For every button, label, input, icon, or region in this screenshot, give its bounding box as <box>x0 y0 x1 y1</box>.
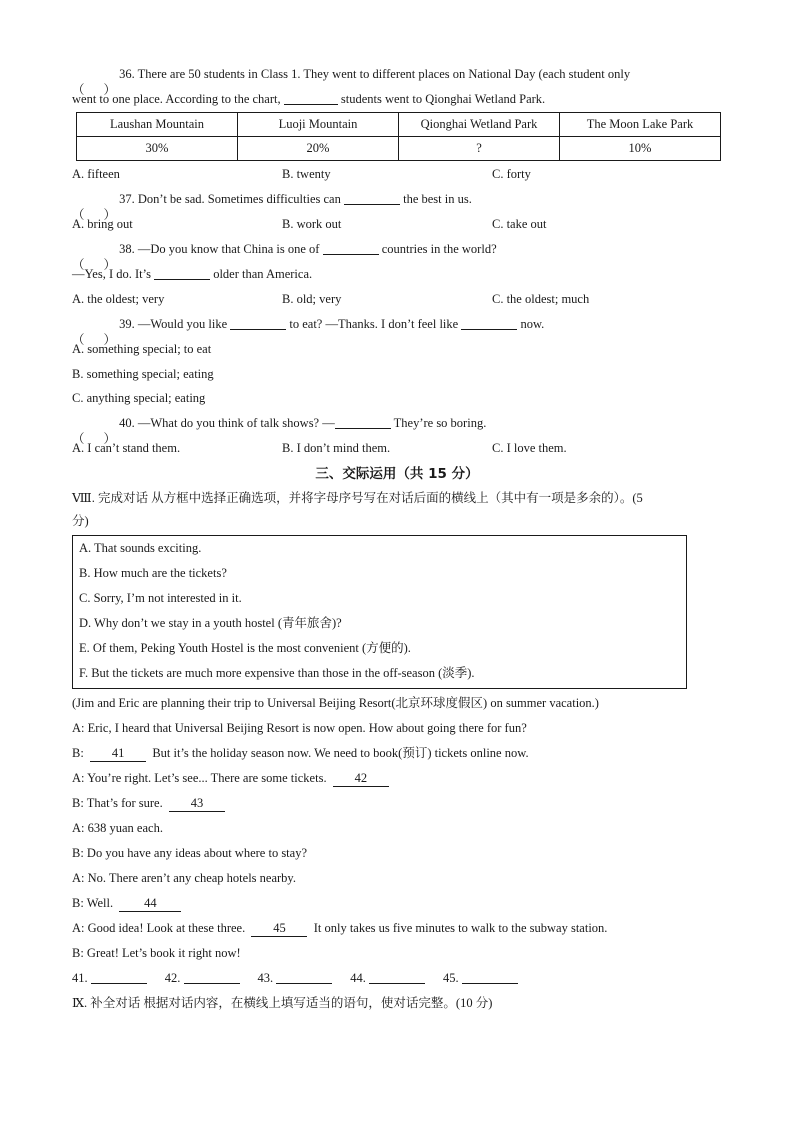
option-b[interactable]: B. work out <box>282 217 342 231</box>
part8-instruction <box>72 487 722 533</box>
answer-label: 41. <box>72 970 88 985</box>
question-text: the best in us. <box>403 192 472 206</box>
fill-blank[interactable] <box>461 315 517 330</box>
option-b[interactable]: B. something special; eating <box>72 366 214 381</box>
answer-item <box>258 966 333 991</box>
question-number: 39. <box>119 317 135 331</box>
box-option: A. That sounds exciting. <box>79 540 202 555</box>
dialogue-line: B: Do you have any ideas about where to stay? <box>72 845 308 860</box>
question-text: now. <box>520 317 545 331</box>
question-text: went to one place. According to the chart, <box>72 92 281 106</box>
dialogue-text: B: Well. <box>72 895 114 910</box>
dialogue-text: B: That’s for sure. <box>72 795 163 810</box>
question-number: 38. <box>119 242 135 256</box>
dialogue-line <box>72 916 722 941</box>
answer-row <box>72 966 722 991</box>
option-a[interactable]: A. something special; to eat <box>72 342 212 356</box>
numbered-blank-42[interactable]: 42 <box>333 771 389 787</box>
question-text: older than America. <box>213 267 313 281</box>
answer-item <box>350 966 425 991</box>
question-number: 37. <box>119 192 135 206</box>
question-text: Don’t be sad. Sometimes difficulties can <box>137 192 341 206</box>
dialogue-line <box>72 791 722 816</box>
table-header-cell: The Moon Lake Park <box>560 113 721 137</box>
option-c[interactable]: C. forty <box>492 167 531 181</box>
speaker: B: <box>72 745 84 760</box>
dialogue-line <box>72 741 722 766</box>
answer-blank[interactable] <box>91 969 147 984</box>
box-option: C. Sorry, I’m not interested in it. <box>79 590 242 605</box>
answer-blank[interactable] <box>462 969 518 984</box>
table-cell: 30% <box>77 137 238 161</box>
dialogue-line <box>72 891 722 916</box>
question-36-options <box>72 162 722 187</box>
option-a[interactable]: A. the oldest; very <box>72 292 165 306</box>
answer-item <box>443 966 518 991</box>
table-cell: 10% <box>560 137 721 161</box>
fill-blank[interactable] <box>230 315 286 330</box>
numbered-blank-44[interactable]: 44 <box>119 896 181 912</box>
dialogue-text: A: You’re right. Let’s see... There are some tickets. <box>72 770 327 785</box>
option-a[interactable]: A. I can’t stand them. <box>72 440 181 455</box>
question-text: students went to Qionghai Wetland Park. <box>340 92 546 106</box>
option-c[interactable]: C. take out <box>492 217 547 231</box>
answer-item <box>165 966 240 991</box>
question-text: to eat? —Thanks. I don’t feel like <box>289 317 459 331</box>
question-text: —What do you think of talk shows? — <box>137 415 335 430</box>
option-c[interactable]: C. I love them. <box>492 440 567 455</box>
fill-blank[interactable] <box>154 265 210 280</box>
instruction-text: 分) <box>72 513 89 528</box>
fill-blank[interactable] <box>284 90 338 105</box>
question-text: —Yes, I do. It’s <box>72 267 151 281</box>
box-option: F. But the tickets are much more expensive than those in the off-season (淡季). <box>79 665 475 680</box>
options-box <box>72 535 687 689</box>
answer-label: 43. <box>257 970 274 985</box>
question-text: —Do you know that China is one of <box>137 242 320 256</box>
dialogue-intro: (Jim and Eric are planning their trip to Universal Beijing Resort(北京环球度假区) on summer vacation.) <box>72 695 599 710</box>
question-37 <box>72 187 722 212</box>
question-38 <box>72 237 722 262</box>
dialogue-line: A: Eric, I heard that Universal Beijing Resort is now open. How about going there for fun? <box>72 720 527 735</box>
question-38-options <box>72 287 722 312</box>
table-header-row <box>77 113 721 137</box>
question-36-cont <box>72 87 722 112</box>
fill-blank[interactable] <box>323 240 379 255</box>
question-39 <box>72 312 722 337</box>
question-38-cont <box>72 262 722 287</box>
numbered-blank-43[interactable]: 43 <box>169 796 225 812</box>
question-40 <box>72 411 722 436</box>
fill-blank[interactable] <box>344 190 400 205</box>
dialogue-line: A: 638 yuan each. <box>72 820 163 835</box>
table-cell: 20% <box>238 137 399 161</box>
answer-blank[interactable] <box>369 969 425 984</box>
destination-table <box>76 112 721 161</box>
question-text: countries in the world? <box>381 242 497 256</box>
option-b[interactable]: B. old; very <box>282 292 342 306</box>
answer-item <box>72 966 147 991</box>
option-b[interactable]: B. twenty <box>282 167 331 181</box>
dialogue-text: A: Good idea! Look at these three. <box>72 920 246 935</box>
table-header-cell: Luoji Mountain <box>238 113 399 137</box>
question-37-options <box>72 212 722 237</box>
dialogue-text: But it’s the holiday season now. We need to book(预订) tickets online now. <box>152 745 529 760</box>
dialogue-line <box>72 766 722 791</box>
answer-label: 44. <box>350 970 366 985</box>
instruction-text: Ⅷ. 完成对话 从方框中选择正确选项，并将字母序号写在对话后面的横线上（其中有一项是多余的）。(5 <box>72 490 643 505</box>
question-number: 40. <box>119 415 135 430</box>
table-header-cell: Qionghai Wetland Park <box>399 113 560 137</box>
numbered-blank-41[interactable]: 41 <box>90 746 146 762</box>
option-c[interactable]: C. anything special; eating <box>72 391 206 405</box>
table-header-cell: Laushan Mountain <box>77 113 238 137</box>
answer-label: 45. <box>443 970 459 985</box>
table-cell: ? <box>399 137 560 161</box>
box-option: B. How much are the tickets? <box>79 565 227 580</box>
worksheet-page <box>72 62 722 1016</box>
dialogue-line: B: Great! Let’s book it right now! <box>72 945 241 960</box>
option-a[interactable]: A. fifteen <box>72 167 120 181</box>
question-36 <box>72 62 722 87</box>
box-option: D. Why don’t we stay in a youth hostel (青年旅舍)? <box>79 615 342 630</box>
answer-blank[interactable] <box>276 969 332 984</box>
table-row <box>77 137 721 161</box>
question-40-options <box>72 436 722 461</box>
dialogue-line: A: No. There aren’t any cheap hotels nearby. <box>72 870 296 885</box>
part9-instruction: Ⅸ. 补全对话 根据对话内容，在横线上填写适当的语句，使对话完整。(10 分) <box>72 995 493 1010</box>
option-c[interactable]: C. the oldest; much <box>492 292 590 306</box>
box-option: E. Of them, Peking Youth Hostel is the most convenient (方便的). <box>79 640 411 655</box>
option-a[interactable]: A. bring out <box>72 217 133 231</box>
question-number: 36. <box>119 67 135 81</box>
question-text: —Would you like <box>137 317 228 331</box>
numbered-blank-45[interactable]: 45 <box>251 921 307 937</box>
answer-blank[interactable] <box>184 969 240 984</box>
answer-label: 42. <box>164 970 181 985</box>
option-b[interactable]: B. I don’t mind them. <box>282 440 391 455</box>
section-title: 三、交际运用（共 15 分） <box>315 465 479 482</box>
question-text: They’re so boring. <box>393 415 487 430</box>
fill-blank[interactable] <box>335 414 391 429</box>
question-text: There are 50 students in Class 1. They went to different places on National Day (each student only <box>137 67 631 81</box>
dialogue-text: It only takes us five minutes to walk to the subway station. <box>313 920 608 935</box>
